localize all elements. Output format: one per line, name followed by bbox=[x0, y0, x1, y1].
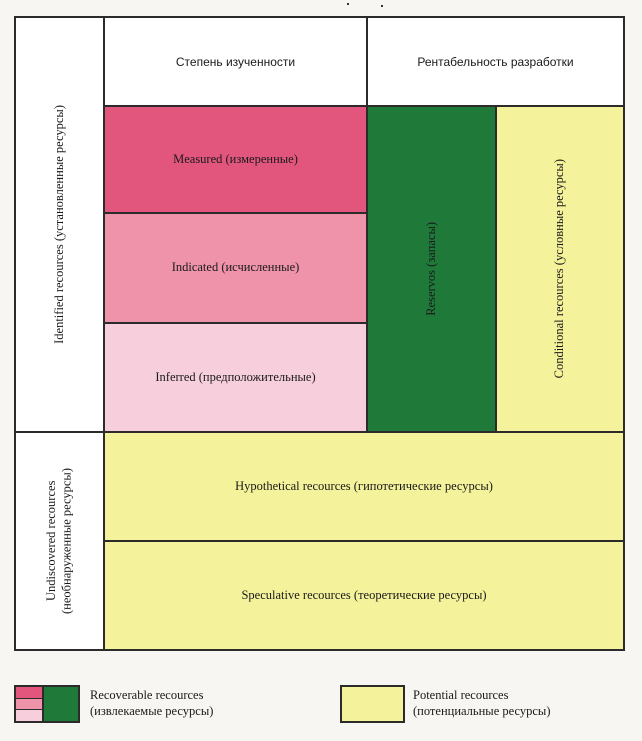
legend-swatch-indicated bbox=[16, 699, 42, 710]
legend-potential-label bbox=[413, 688, 613, 719]
legend-potential-swatch bbox=[340, 685, 405, 723]
legend-potential-line1: Potential recources bbox=[413, 688, 509, 702]
conditional-text: Conditional recources (условные ресурсы) bbox=[552, 159, 567, 379]
hypothetical-text: Hypothetical recources (гипотетические ресурсы) bbox=[235, 478, 493, 493]
legend-swatch-measured bbox=[16, 687, 42, 699]
header-profitability bbox=[366, 16, 625, 107]
legend-recoverable-swatch bbox=[14, 685, 80, 723]
speculative-cell bbox=[103, 540, 625, 651]
undiscovered-label-line1: Undiscovered recources bbox=[43, 480, 58, 602]
legend-recoverable-line2: (извлекаемые ресурсы) bbox=[90, 703, 214, 718]
inferred-cell bbox=[103, 322, 368, 433]
header-study-degree-text: Степень изученности bbox=[175, 54, 296, 69]
reserves-cell bbox=[366, 105, 497, 433]
undiscovered-label-line2: (необнаруженные ресурсы) bbox=[59, 468, 74, 614]
speculative-text: Speculative recources (теоретические ресурсы) bbox=[241, 587, 487, 602]
header-profitability-text: Рентабельность разработки bbox=[417, 54, 574, 69]
undiscovered-resources-text bbox=[44, 468, 75, 614]
undiscovered-resources-label bbox=[14, 431, 105, 651]
legend-swatch-inferred bbox=[16, 710, 42, 721]
inferred-text: Inferred (предположительные) bbox=[155, 369, 316, 384]
reserves-text: Reservos (запасы) bbox=[423, 222, 438, 316]
identified-resources-label bbox=[14, 16, 105, 433]
legend-swatch-reserves bbox=[42, 687, 78, 721]
indicated-cell bbox=[103, 212, 368, 324]
measured-text: Measured (измеренные) bbox=[173, 151, 298, 166]
legend-potential-line2: (потенциальные ресурсы) bbox=[413, 703, 551, 718]
legend-recoverable-label bbox=[90, 688, 290, 719]
identified-resources-text: Identified recources (установленные ресурсы) bbox=[51, 105, 66, 344]
measured-cell bbox=[103, 105, 368, 214]
conditional-cell bbox=[495, 105, 625, 433]
header-study-degree bbox=[103, 16, 368, 107]
hypothetical-cell bbox=[103, 431, 625, 542]
top-dot-left bbox=[347, 3, 349, 5]
legend-recoverable-line1: Recoverable recources bbox=[90, 688, 204, 702]
top-dot-right bbox=[381, 5, 383, 7]
indicated-text: Indicated (исчисленные) bbox=[171, 260, 300, 275]
